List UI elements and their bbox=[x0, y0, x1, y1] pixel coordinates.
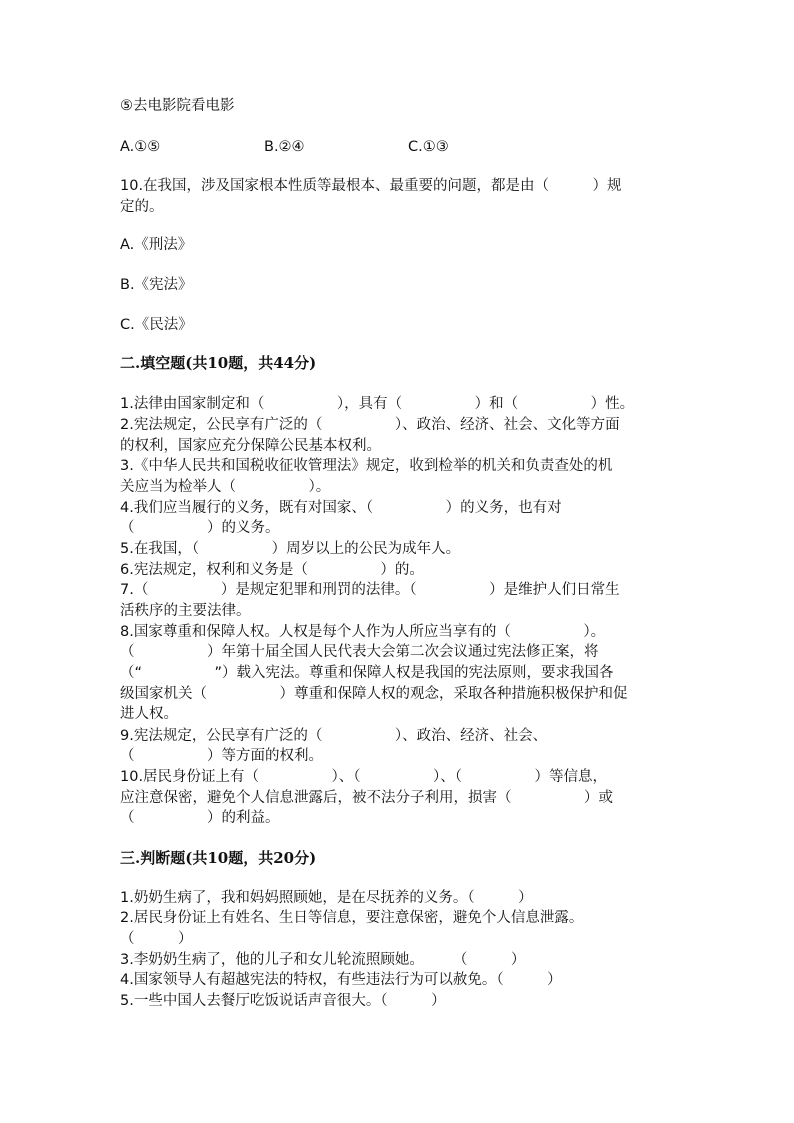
question-10-line-2: 定的。 bbox=[120, 199, 164, 215]
section-2-heading: 二.填空题(共10题，共44分) bbox=[120, 354, 317, 372]
fill-line: （ ）的利益。 bbox=[120, 810, 280, 826]
judge-line: 4.国家领导人有超越宪法的特权，有些违法行为可以赦免。（ ） bbox=[120, 972, 562, 988]
choice-a: A.①⑤ bbox=[120, 139, 161, 155]
choice-c: C.①③ bbox=[408, 139, 449, 155]
fill-line: 9.宪法规定，公民享有广泛的（ ）、政治、经济、社会、 bbox=[120, 728, 548, 744]
judge-line: 2.居民身份证上有姓名、生日等信息，要注意保密，避免个人信息泄露。 bbox=[120, 910, 584, 926]
question-10-line-1: 10.在我国，涉及国家根本性质等最根本、最重要的问题，都是由（ ）规 bbox=[120, 178, 622, 194]
fill-line: 8.国家尊重和保障人权。人权是每个人作为人所应当享有的（ ）。 bbox=[120, 624, 606, 640]
fill-line: 关应当为检举人（ ）。 bbox=[120, 479, 331, 495]
judge-line: 5.一些中国人去餐厅吃饭说话声音很大。（ ） bbox=[120, 993, 446, 1009]
fill-line: 应注意保密，避免个人信息泄露后，被不法分子利用，损害（ ）或 bbox=[120, 790, 613, 806]
judge-line: 3.李奶奶生病了，他的儿子和女儿轮流照顾她。 （ ） bbox=[120, 952, 526, 968]
judge-line: 1.奶奶生病了，我和妈妈照顾她，是在尽抚养的义务。（ ） bbox=[120, 890, 533, 906]
fill-line: 进人权。 bbox=[120, 706, 178, 722]
fill-line: 3.《中华人民共和国税收征收管理法》规定，收到检举的机关和负责查处的机 bbox=[120, 458, 613, 474]
fill-line: 4.我们应当履行的义务，既有对国家、（ ）的义务，也有对 bbox=[120, 500, 562, 516]
fill-line: 7.（ ）是规定犯罪和刑罚的法律。（ ）是维护人们日常生 bbox=[120, 582, 620, 598]
fill-line: 6.宪法规定，权利和义务是（ ）的。 bbox=[120, 562, 424, 578]
fill-line: 活秩序的主要法律。 bbox=[120, 603, 251, 619]
question-10-option-c: C.《民法》 bbox=[120, 317, 193, 333]
option-5-text: ⑤去电影院看电影 bbox=[120, 98, 235, 114]
question-10-option-a: A.《刑法》 bbox=[120, 237, 193, 253]
fill-line: 1.法律由国家制定和（ ），具有（ ）和（ ）性。 bbox=[120, 396, 635, 412]
fill-line: （ ）年第十届全国人民代表大会第二次会议通过宪法修正案，将 bbox=[120, 644, 599, 660]
fill-line: 10.居民身份证上有（ ）、（ ）、（ ）等信息， bbox=[120, 769, 608, 785]
fill-line: （“ ”）载入宪法。尊重和保障人权是我国的宪法原则，要求我国各 bbox=[120, 665, 614, 681]
fill-line: （ ）的义务。 bbox=[120, 520, 280, 536]
choice-b: B.②④ bbox=[264, 139, 305, 155]
section-3-heading: 三.判断题(共10题，共20分) bbox=[120, 849, 317, 867]
fill-line: （ ）等方面的权利。 bbox=[120, 748, 323, 764]
fill-line: 级国家机关（ ）尊重和保障人权的观念，采取各种措施积极保护和促 bbox=[120, 686, 628, 702]
fill-line: 的权利，国家应充分保障公民基本权利。 bbox=[120, 438, 381, 454]
fill-line: 2.宪法规定，公民享有广泛的（ ）、政治、经济、社会、文化等方面 bbox=[120, 417, 620, 433]
judge-line: （ ） bbox=[120, 931, 193, 947]
question-10-option-b: B.《宪法》 bbox=[120, 277, 193, 293]
fill-line: 5.在我国，（ ）周岁以上的公民为成年人。 bbox=[120, 541, 461, 557]
